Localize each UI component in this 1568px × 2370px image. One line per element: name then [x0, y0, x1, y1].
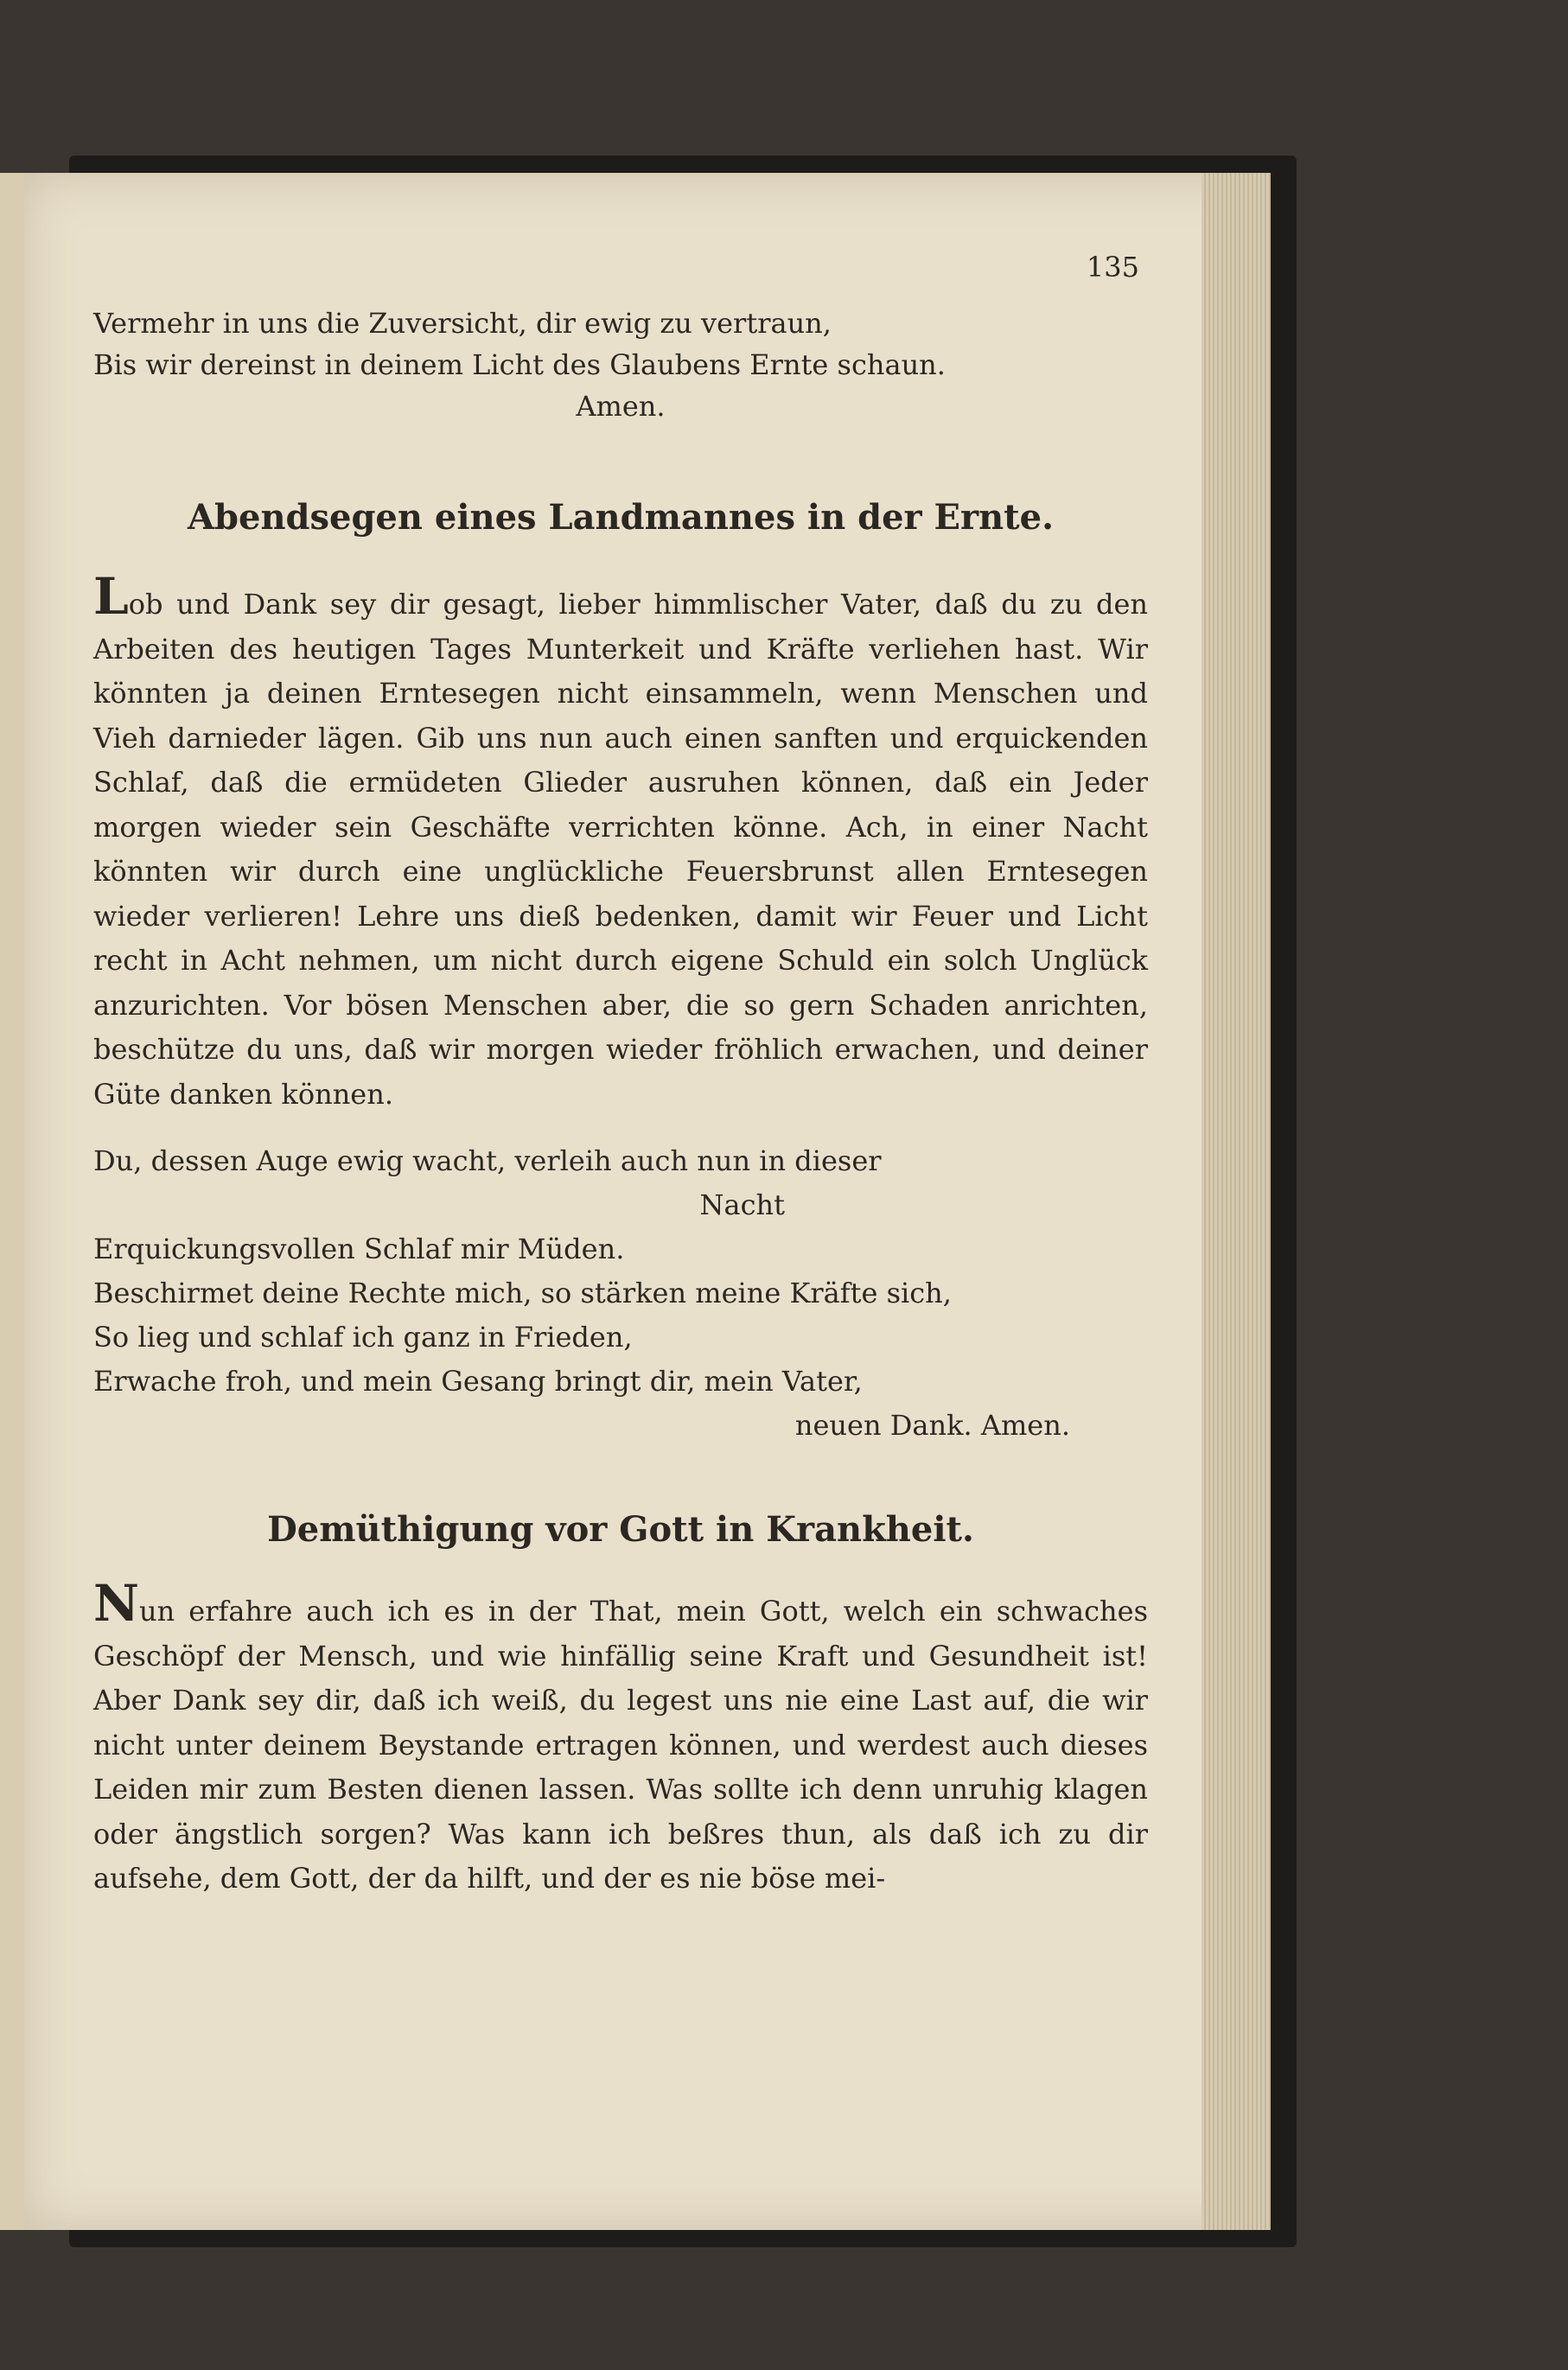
section-prose — [93, 567, 1148, 1117]
closing-verse — [93, 303, 1148, 427]
verse-amen: Amen. — [576, 390, 666, 423]
poem-line: So lieg und schlaf ich ganz in Frieden, — [93, 1321, 633, 1354]
poem-line: neuen Dank. Amen. — [794, 1409, 1070, 1442]
prose-text: un erfahre auch ich es in der That, mein Gott, welch ein schwaches Geschöpf der Mensch, und wie hinfällig seine Kraft und Gesundheit ist! Aber Dank sey dir, daß ich weiß, du legest uns nie eine Last auf, die wir nicht unter deinem Beystande ertragen können, und werdest auch dieses Leiden mir zum Besten dienen lassen. Was sollte ich denn unruhig klagen oder ängstlich sorgen? Was kann ich beßres thun, als daß ich zu dir aufsehe, dem Gott, der da hilft, und der es nie böse mei- — [93, 1595, 1148, 1895]
prose-text: ob und Dank sey dir gesagt, lieber himmlischer Vater, daß du zu den Arbeiten des heutigen Tages Munterkeit und Kräfte verliehen hast. Wir könnten ja deinen Erntesegen nicht einsammeln, wenn Menschen und Vieh darnieder lägen. Gib uns nun auch einen sanften und erquickenden Schlaf, daß die ermüdeten Glieder ausruhen können, daß ein Jeder morgen wieder sein Geschäfte verrichten könne. Ach, in einer Nacht könnten wir durch eine unglückliche Feuersbrunst allen Erntesegen wieder verlieren! Lehre uns dieß bedenken, damit wir Feuer und Licht recht in Acht nehmen, um nicht durch eigene Schuld ein solch Unglück anzurichten. Vor bösen Menschen aber, die so gern Schaden anrichten, beschütze du uns, daß wir morgen wieder fröhlich erwachen, und deiner Güte danken können. — [93, 588, 1148, 1111]
section-title: Demüthigung vor Gott in Krankheit. — [267, 1509, 974, 1550]
previous-page-edge — [0, 173, 24, 2230]
page-content — [93, 251, 1148, 1902]
section-title: Abendsegen eines Landmannes in der Ernte. — [187, 497, 1055, 538]
poem-line: Du, dessen Auge ewig wacht, verleih auch nun in dieser — [93, 1144, 882, 1177]
poem-line: Erquickungsvollen Schlaf mir Müden. — [93, 1233, 625, 1265]
verse-line: Vermehr in uns die Zuversicht, dir ewig zu vertraun, — [93, 307, 832, 340]
poem-line: Nacht — [699, 1188, 785, 1221]
poem-line: Beschirmet deine Rechte mich, so stärken meine Kräfte sich, — [93, 1277, 952, 1309]
page-fore-edge — [1201, 173, 1271, 2230]
verse-line: Bis wir dereinst in deinem Licht des Glaubens Ernte schaun. — [93, 348, 946, 381]
book-page — [24, 173, 1269, 2230]
poem-line: Erwache froh, und mein Gesang bringt dir, mein Vater, — [93, 1365, 863, 1398]
prayer-poem — [93, 1139, 1148, 1448]
drop-cap: N — [93, 1574, 140, 1633]
page-number: 135 — [1086, 251, 1139, 284]
drop-cap: L — [93, 567, 129, 626]
section-prose — [93, 1574, 1148, 1902]
